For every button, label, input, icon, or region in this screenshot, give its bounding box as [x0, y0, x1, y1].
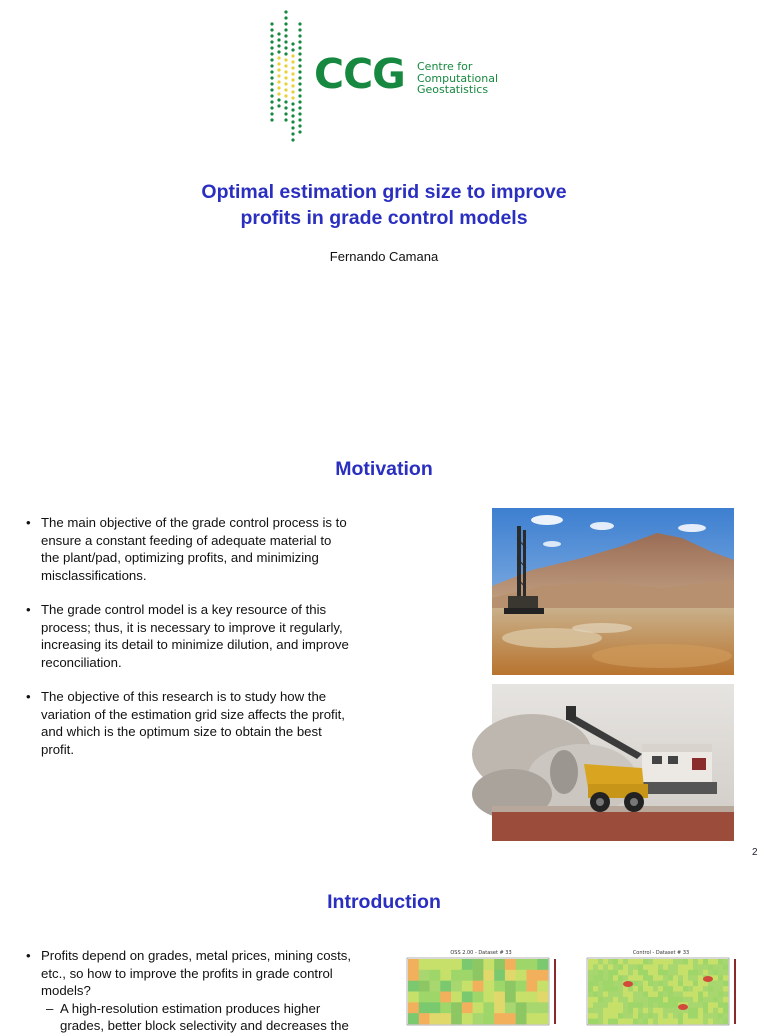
bullet-line: etc., so how to improve the profits in grade control	[41, 965, 333, 981]
sub-list-item	[26, 1000, 386, 1035]
oss-grade-map	[394, 950, 568, 1024]
control-grade-map	[574, 950, 748, 1024]
logo-fullname	[417, 61, 498, 96]
list-item	[26, 947, 386, 1000]
shovel-truck-photo	[492, 684, 734, 841]
ccg-logo	[262, 4, 512, 150]
drill-rig-photo	[492, 508, 734, 675]
plot-title: Control - Dataset # 33	[632, 950, 690, 956]
logo-line: Centre for	[417, 60, 473, 73]
bullet-line: Profits depend on grades, metal prices, mining costs,	[41, 948, 352, 963]
dot-pattern-icon	[262, 4, 312, 150]
bullet-line: models?	[41, 983, 91, 998]
smooth-heatmap	[574, 950, 748, 1024]
introduction-bullet-list	[26, 947, 386, 1035]
logo-line: Geostatistics	[417, 83, 489, 96]
page-number: 2	[752, 847, 758, 858]
presentation-title	[84, 179, 684, 231]
bullet-icon: •	[26, 948, 31, 963]
list-item	[26, 601, 386, 671]
author-name: Fernando Camana	[329, 249, 439, 264]
plot-title: OSS 2.00 - Dataset # 33	[450, 950, 512, 956]
bullet-line: The grade control model is a key resource of this	[41, 602, 327, 617]
bullet-line: The main objective of the grade control process is to	[41, 515, 347, 530]
title-line: Optimal estimation grid size to improve	[201, 181, 567, 203]
logo-line: Computational	[417, 71, 499, 85]
list-item	[26, 688, 386, 758]
bullet-line: increasing its detail to minimize dilution, and improve	[41, 637, 349, 652]
introduction-heading: Introduction	[327, 891, 441, 913]
bullet-line: process; thus, it is necessary to improve it regularly,	[41, 619, 343, 635]
bullet-icon: •	[26, 515, 31, 530]
list-item	[26, 514, 386, 584]
bullet-line: and which is the optimum size to obtain the best	[41, 724, 322, 739]
motivation-bullet-list	[26, 514, 386, 775]
bullet-line: ensure a constant feeding of adequate material to	[41, 532, 332, 548]
motivation-heading: Motivation	[335, 458, 433, 480]
bullet-line: A high-resolution estimation produces higher	[60, 1000, 321, 1016]
bullet-icon: •	[26, 602, 31, 617]
bullet-line: misclassifications.	[41, 567, 147, 583]
bullet-line: The objective of this research is to study how the	[41, 689, 327, 704]
dash-icon: –	[46, 1000, 54, 1016]
bullet-line: the plant/pad, optimizing profits, and minimizing	[41, 550, 319, 565]
bullet-line: variation of the estimation grid size affects the profit,	[41, 706, 345, 722]
bullet-line: grades, better block selectivity and decreases the	[60, 1018, 349, 1033]
logo-abbreviation: CCG	[314, 50, 405, 98]
block-grid-heatmap	[394, 950, 568, 1024]
bullet-line: reconciliation.	[41, 654, 122, 670]
bullet-icon: •	[26, 689, 31, 704]
bullet-line: profit.	[41, 741, 74, 757]
title-line: profits in grade control models	[240, 207, 528, 229]
